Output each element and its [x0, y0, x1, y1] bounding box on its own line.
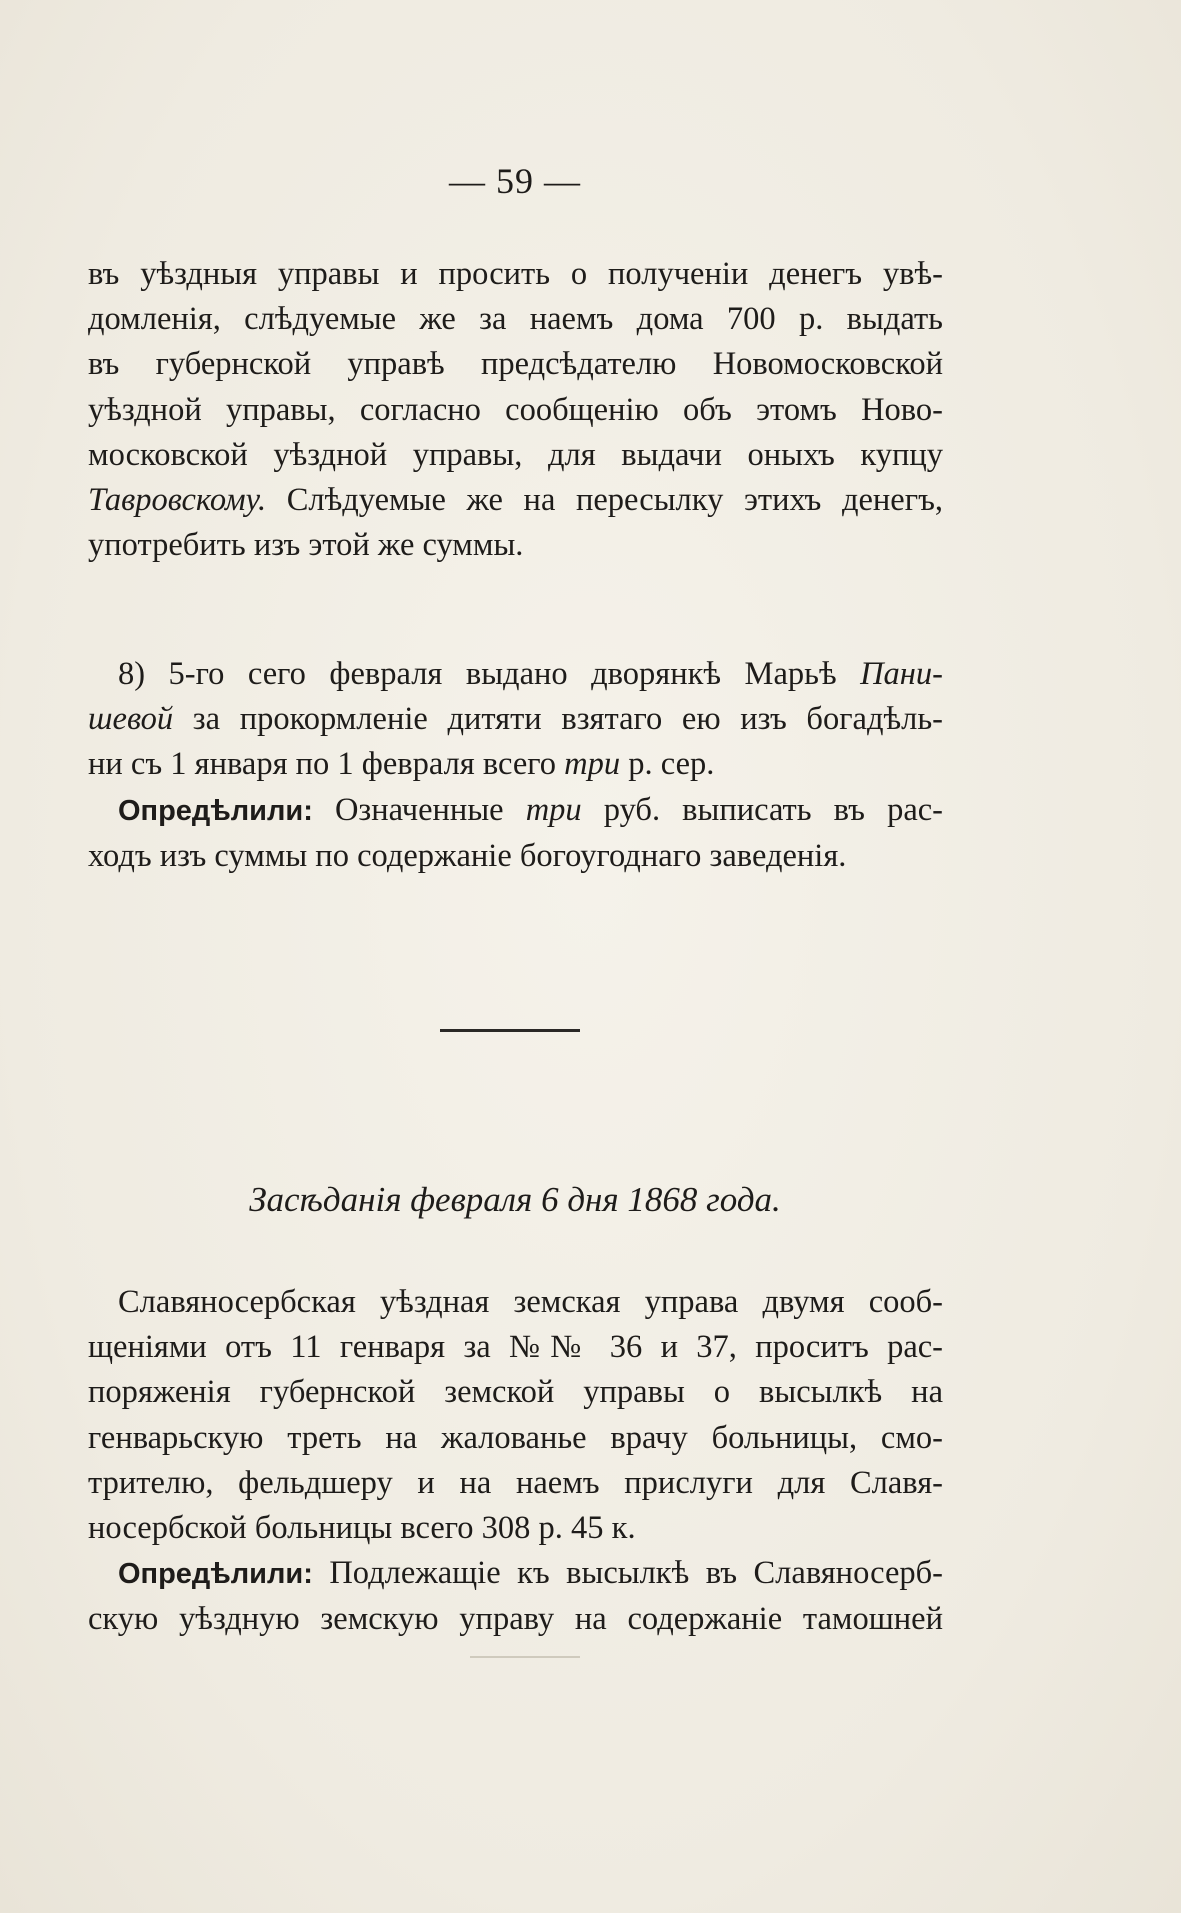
text-span: Подлежащіе къ высылкѣ въ Славяносерб-	[312, 1555, 943, 1592]
paragraph-1	[88, 252, 943, 568]
page-number: — 59 —	[449, 161, 581, 201]
text-line: трителю, фельдшеру и на наемъ прислуги для Славя-	[88, 1464, 943, 1501]
text-span: Означенные	[312, 791, 526, 828]
text-line	[88, 478, 943, 523]
text-line: щеніями отъ 11 генваря за №№ 36 и 37, проситъ рас-	[88, 1329, 943, 1366]
text-line: скую уѣздную земскую управу на содержаніе тамошней	[88, 1601, 943, 1638]
text-span: Слѣдуемые же на пересылку этихъ денегъ,	[266, 482, 943, 519]
text-line: домленія, слѣдуемые же за наемъ дома 700 р. выдать	[88, 301, 943, 338]
text-line	[88, 788, 943, 834]
text-line: уѣздной управы, согласно сообщенію объ этомъ Ново-	[88, 391, 943, 428]
text-line	[88, 1551, 943, 1597]
text-line: употребить изъ этой же суммы.	[88, 527, 524, 564]
italic-word: три	[564, 746, 621, 783]
text-span: ни съ 1 января по 1 февраля всего	[88, 746, 565, 783]
paragraph-2	[88, 652, 943, 879]
text-span: р. сер.	[620, 746, 715, 783]
resolution-label: Опредѣлили:	[118, 1558, 313, 1591]
text-line: въ уѣздныя управы и просить о полученіи денегъ увѣ-	[88, 256, 943, 292]
text-line	[88, 652, 943, 697]
italic-word: три	[525, 791, 582, 828]
faint-divider	[470, 1656, 580, 1658]
text-line: носербской больницы всего 308 р. 45 к.	[88, 1510, 636, 1547]
resolution-label: Опредѣлили:	[118, 794, 313, 827]
text-line: генварьскую треть на жалованье врачу больницы, смо-	[88, 1419, 943, 1456]
paragraph-3	[88, 1280, 943, 1643]
italic-name: Пани-	[860, 656, 943, 692]
section-divider	[440, 1029, 580, 1032]
text-line: ходъ изъ суммы по содержаніе богоугоднаго заведенія.	[88, 837, 847, 874]
session-heading: Засѣданія февраля 6 дня 1868 года.	[249, 1180, 781, 1219]
text-line: поряженія губернской земской управы о высылкѣ на	[88, 1374, 943, 1411]
text-line: московской уѣздной управы, для выдачи оныхъ купцу	[88, 436, 943, 473]
italic-name: шевой	[88, 701, 174, 738]
text-line	[88, 697, 943, 742]
text-span: 8) 5-го сего февраля выдано дворянкѣ Марьѣ	[118, 656, 861, 692]
text-line: Славяносербская уѣздная земская управа двумя сооб-	[118, 1284, 943, 1320]
text-span: руб. выписать въ рас-	[581, 791, 943, 828]
italic-name: Тавровскому.	[88, 482, 267, 519]
text-line	[88, 742, 943, 787]
text-line: въ губернской управѣ предсѣдателю Новомосковской	[88, 346, 943, 383]
text-span: за прокормленіе дитяти взятаго ею изъ богадѣль-	[173, 701, 943, 738]
